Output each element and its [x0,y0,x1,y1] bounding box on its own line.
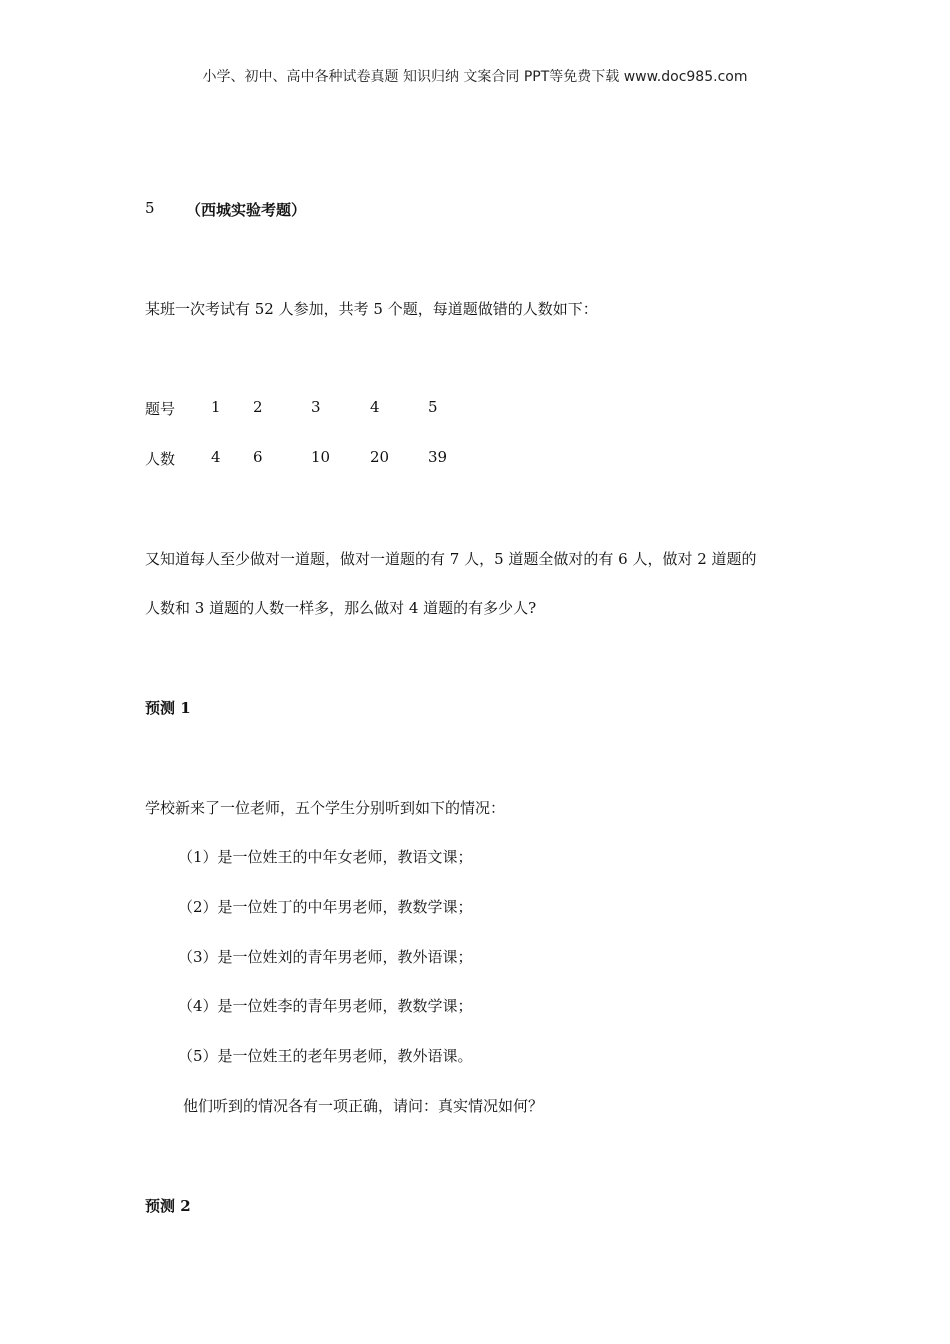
list-item: （2）是一位姓丁的中年男老师，教数学课； [178,898,473,916]
question-intro: 某班一次考试有 52 人参加，共考 5 个题，每道题做错的人数如下： [145,300,598,318]
table-row-label: 人数 [145,450,176,468]
table-cell: 1 [211,398,221,416]
table-cell: 3 [311,398,321,416]
prediction1-intro: 学校新来了一位老师，五个学生分别听到如下的情况： [145,799,506,817]
table-cell: 4 [370,398,380,416]
question-line-1: 又知道每人至少做对一道题，做对一道题的有 7 人，5 道题全做对的有 6 人，做对 2 道题的 [145,550,757,568]
prediction2-title: 预测 2 [145,1197,191,1215]
prediction1-title: 预测 1 [145,699,191,717]
table-row-label: 题号 [145,400,176,418]
table-cell: 4 [211,448,221,466]
page-header: 小学、初中、高中各种试卷真题 知识归纳 文案合同 PPT等免费下载 www.doc985.com [202,69,748,85]
table-cell: 6 [253,448,263,466]
table-cell: 10 [311,448,331,466]
list-item: （3）是一位姓刘的青年男老师，教外语课； [178,948,473,966]
table-row [0,448,950,470]
table-row [0,398,950,420]
list-item: （4）是一位姓李的青年男老师，教数学课； [178,997,473,1015]
prediction1-question: 他们听到的情况各有一项正确，请问：真实情况如何？ [183,1097,544,1115]
table-cell: 39 [428,448,448,466]
table-cell: 20 [370,448,390,466]
list-item: （5）是一位姓王的老年男老师，教外语课。 [178,1047,473,1065]
table-cell: 2 [253,398,263,416]
question-number: 5 [145,199,155,217]
question-source: （西城实验考题） [186,201,307,219]
list-item: （1）是一位姓王的中年女老师，教语文课； [178,848,473,866]
table-cell: 5 [428,398,438,416]
question-line-2: 人数和 3 道题的人数一样多，那么做对 4 道题的有多少人? [145,599,537,617]
